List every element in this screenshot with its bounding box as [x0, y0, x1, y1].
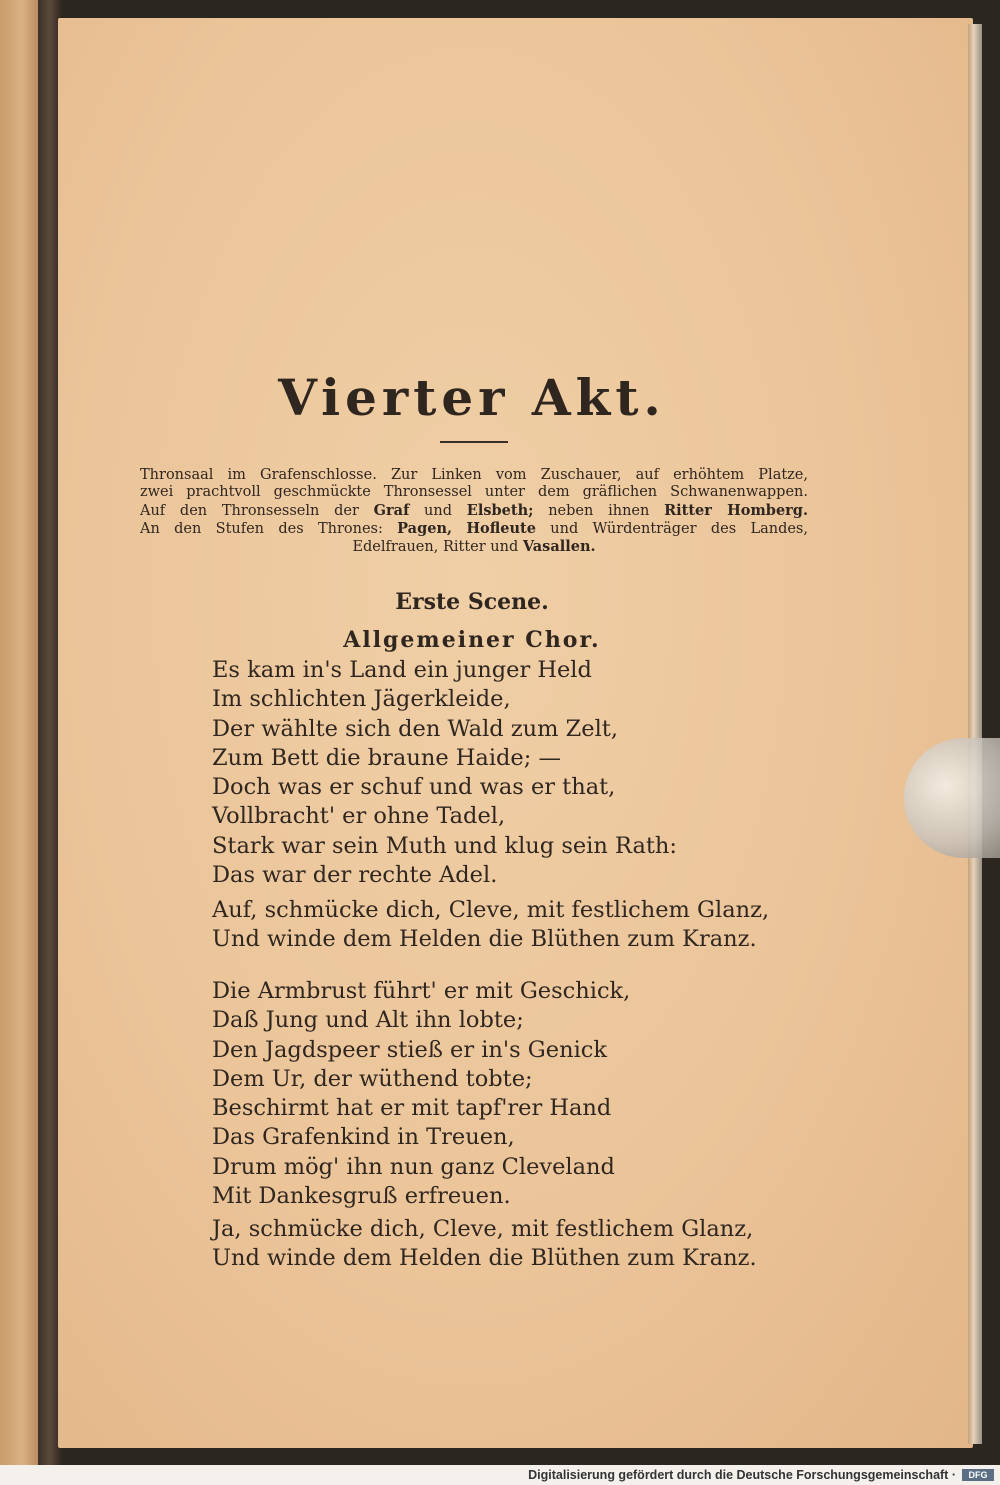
- verse-line: Das Grafenkind in Treuen,: [212, 1124, 515, 1151]
- verse-line: Der wählte sich den Wald zum Zelt,: [212, 715, 618, 742]
- character-elsbeth: Elsbeth;: [466, 501, 534, 519]
- chorus-title: Allgemeiner Chor.: [343, 627, 601, 653]
- verse-line: Im schlichten Jägerkleide,: [212, 686, 511, 713]
- stage-text: Edelfrauen, Ritter und: [352, 539, 523, 556]
- verse-line: Mit Dankesgruß erfreuen.: [212, 1183, 511, 1210]
- character-pagen: Pagen,: [397, 519, 453, 537]
- verse-line: Doch was er schuf und was er that,: [212, 774, 616, 801]
- stage-line: Thronsaal im Grafenschlosse. Zur Linken vom Zuschauer, auf erhöhtem Platze,: [140, 467, 808, 483]
- stage-text: Auf den Thronsesseln der: [140, 502, 374, 519]
- stanza-1: [212, 656, 677, 890]
- stage-text: neben ihnen: [533, 502, 665, 519]
- dfg-logo: DFG: [962, 1469, 994, 1481]
- stage-line: zwei prachtvoll geschmückte Thronsessel unter dem gräflichen Schwanenwappen.: [140, 484, 808, 501]
- verse-line: Den Jagdspeer stieß er in's Genick: [212, 1036, 608, 1063]
- verse-line: Und winde dem Helden die Blüthen zum Kranz.: [212, 1245, 757, 1272]
- stage-text: [452, 521, 466, 537]
- verse-line: Dem Ur, der wüthend tobte;: [212, 1065, 533, 1092]
- verse-line: Ja, schmücke dich, Cleve, mit festlichem Glanz,: [212, 1216, 754, 1242]
- stage-line: [140, 538, 808, 556]
- digitization-footer: [0, 1465, 1000, 1485]
- character-vasallen: Vasallen.: [522, 538, 596, 556]
- verse-line: Das war der rechte Adel.: [212, 862, 498, 889]
- character-ritter-homberg: Ritter Homberg.: [664, 501, 808, 519]
- stage-direction: [140, 467, 808, 556]
- verse-line: Stark war sein Muth und klug sein Rath:: [212, 832, 678, 859]
- verse-line: Beschirmt hat er mit tapf'rer Hand: [212, 1095, 612, 1122]
- verse-line: Vollbracht' er ohne Tadel,: [212, 803, 506, 830]
- stage-text: An den Stufen des Thrones:: [140, 520, 398, 537]
- footer-text: Digitalisierung gefördert durch die Deutsche Forschungsgemeinschaft ·: [528, 1468, 956, 1482]
- verse-line: Und winde dem Helden die Blüthen zum Kranz.: [212, 926, 757, 953]
- verse-line: Drum mög' ihn nun ganz Cleveland: [212, 1153, 615, 1180]
- stage-line: [140, 502, 808, 520]
- refrain-2: [212, 1215, 757, 1274]
- character-hofleute: Hofleute: [466, 519, 536, 537]
- character-graf: Graf: [373, 501, 410, 519]
- act-title: Vierter Akt.: [278, 368, 666, 427]
- refrain-1: [212, 896, 769, 955]
- scene-title: Erste Scene.: [395, 589, 549, 615]
- verse-line: Es kam in's Land ein junger Held: [212, 657, 592, 683]
- stage-line: [140, 520, 808, 538]
- stanza-2: [212, 977, 630, 1211]
- verse-line: Die Armbrust führt' er mit Geschick,: [212, 978, 631, 1004]
- verse-line: Zum Bett die braune Haide; —: [212, 744, 561, 771]
- verse-line: Auf, schmücke dich, Cleve, mit festlichem Glanz,: [212, 897, 770, 923]
- stage-text: und: [409, 502, 467, 519]
- verse-line: Daß Jung und Alt ihn lobte;: [212, 1007, 524, 1034]
- stage-text: und Würdenträger des Landes,: [535, 520, 808, 537]
- title-divider: [440, 441, 508, 443]
